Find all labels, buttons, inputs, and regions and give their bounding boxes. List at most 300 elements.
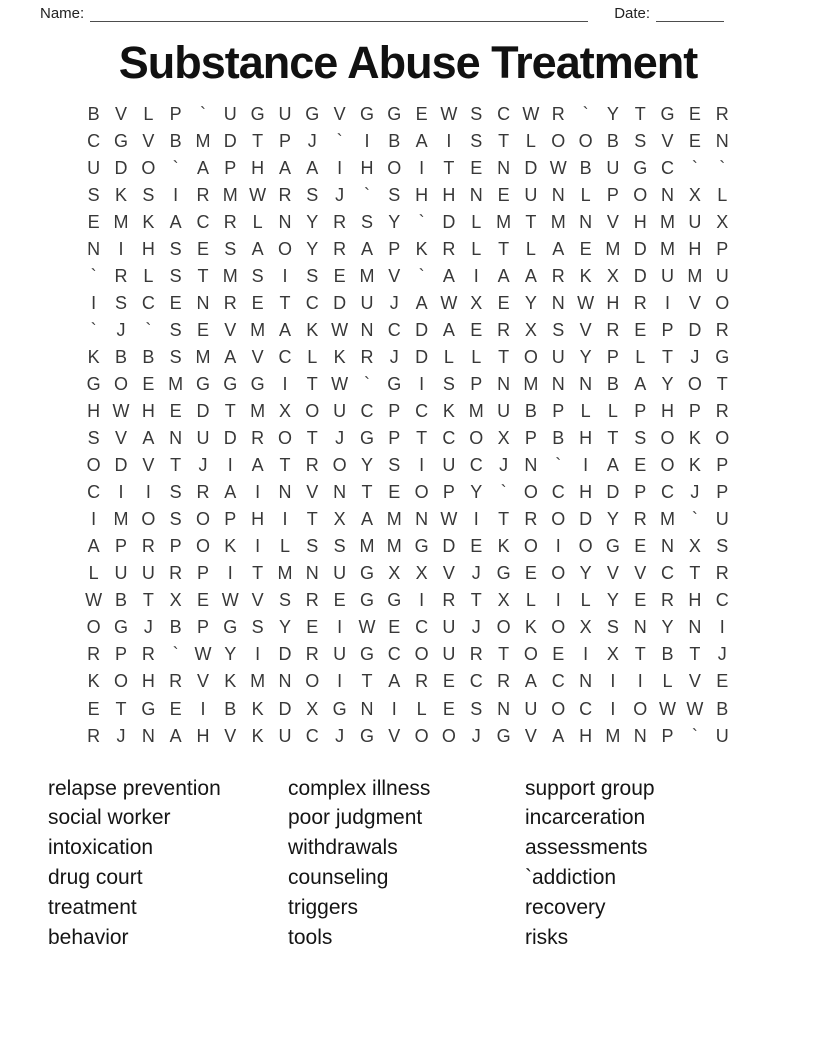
grid-letter: D bbox=[223, 428, 237, 449]
grid-letter: N bbox=[169, 428, 183, 449]
grid-letter: T bbox=[443, 157, 455, 178]
grid-letter: E bbox=[634, 455, 647, 476]
grid-letter: R bbox=[333, 238, 347, 259]
grid-letter: R bbox=[551, 103, 565, 124]
date-label: Date: bbox=[614, 5, 651, 22]
grid-letter: E bbox=[306, 617, 319, 638]
grid-letter: O bbox=[715, 428, 730, 449]
grid-letter: E bbox=[497, 292, 510, 313]
grid-letter: A bbox=[442, 319, 455, 340]
grid-letter: K bbox=[497, 536, 510, 557]
grid-letter: D bbox=[633, 265, 647, 286]
grid-letter: N bbox=[633, 617, 647, 638]
grid-letter: ` bbox=[336, 130, 343, 151]
grid-letter: X bbox=[306, 698, 319, 719]
grid-letter: C bbox=[415, 617, 429, 638]
grid-letter: O bbox=[578, 130, 593, 151]
grid-letter: R bbox=[196, 482, 210, 503]
grid-letter: E bbox=[688, 130, 701, 151]
grid-letter: R bbox=[223, 292, 237, 313]
grid-letter: S bbox=[306, 184, 319, 205]
grid-letter: N bbox=[87, 238, 101, 259]
grid-letter: W bbox=[440, 509, 458, 530]
grid-letter: O bbox=[551, 509, 566, 530]
grid-letter: R bbox=[715, 563, 729, 584]
grid-letter: O bbox=[496, 617, 511, 638]
grid-letter: H bbox=[579, 482, 593, 503]
word-item: assessments bbox=[525, 836, 648, 860]
grid-letter: X bbox=[415, 563, 428, 584]
grid-letter: I bbox=[337, 617, 343, 638]
grid-letter: C bbox=[442, 428, 456, 449]
grid-letter: E bbox=[415, 103, 428, 124]
grid-letter: X bbox=[688, 184, 701, 205]
grid-letter: H bbox=[196, 725, 210, 746]
grid-letter: X bbox=[579, 617, 592, 638]
grid-letter: O bbox=[332, 455, 347, 476]
grid-letter: K bbox=[306, 319, 319, 340]
word-item: tools bbox=[288, 925, 333, 949]
grid-letter: W bbox=[358, 617, 376, 638]
grid-letter: C bbox=[196, 211, 210, 232]
grid-letter: G bbox=[359, 644, 374, 665]
grid-letter: W bbox=[331, 373, 349, 394]
grid-letter: V bbox=[688, 292, 701, 313]
grid-letter: L bbox=[635, 346, 646, 367]
grid-letter: T bbox=[361, 671, 373, 692]
grid-letter: ` bbox=[172, 644, 179, 665]
grid-letter: A bbox=[251, 238, 264, 259]
grid-letter: ` bbox=[363, 184, 370, 205]
grid-letter: E bbox=[169, 401, 182, 422]
grid-letter: T bbox=[662, 346, 674, 367]
grid-letter: B bbox=[114, 590, 127, 611]
grid-letter: R bbox=[114, 265, 128, 286]
grid-letter: T bbox=[634, 644, 646, 665]
grid-letter: C bbox=[305, 292, 319, 313]
grid-letter: W bbox=[112, 401, 130, 422]
grid-letter: X bbox=[497, 428, 510, 449]
grid-letter: N bbox=[360, 319, 374, 340]
grid-letter: X bbox=[688, 536, 701, 557]
grid-letter: P bbox=[388, 401, 401, 422]
grid-letter: E bbox=[169, 698, 182, 719]
grid-letter: M bbox=[222, 265, 238, 286]
grid-letter: H bbox=[579, 725, 593, 746]
grid-letter: K bbox=[114, 184, 127, 205]
grid-letter: O bbox=[551, 130, 566, 151]
grid-letter: J bbox=[335, 428, 345, 449]
grid-letter: A bbox=[169, 725, 182, 746]
grid-letter: L bbox=[416, 698, 427, 719]
grid-letter: O bbox=[633, 184, 648, 205]
grid-letter: U bbox=[524, 184, 538, 205]
grid-letter: U bbox=[223, 103, 237, 124]
grid-letter: V bbox=[114, 428, 127, 449]
grid-letter: T bbox=[498, 238, 510, 259]
grid-letter: S bbox=[142, 184, 155, 205]
grid-letter: N bbox=[579, 211, 593, 232]
grid-letter: J bbox=[690, 482, 700, 503]
grid-letter: D bbox=[223, 130, 237, 151]
grid-letter: A bbox=[278, 157, 291, 178]
grid-letter: P bbox=[661, 319, 674, 340]
grid-letter: L bbox=[662, 671, 673, 692]
grid-letter: E bbox=[196, 319, 209, 340]
grid-letter: O bbox=[305, 671, 320, 692]
grid-letter: M bbox=[523, 373, 539, 394]
grid-letter: S bbox=[360, 211, 373, 232]
puzzle-grid bbox=[80, 101, 736, 750]
grid-letter: R bbox=[497, 319, 511, 340]
grid-letter: A bbox=[306, 157, 319, 178]
grid-letter: I bbox=[555, 536, 561, 557]
grid-letter: X bbox=[497, 590, 510, 611]
grid-letter: G bbox=[605, 536, 620, 557]
page-title: Substance Abuse Treatment bbox=[118, 37, 698, 88]
grid-letter: R bbox=[223, 211, 237, 232]
grid-letter: J bbox=[116, 725, 126, 746]
grid-letter: E bbox=[634, 590, 647, 611]
grid-letter: M bbox=[605, 725, 621, 746]
grid-letter: B bbox=[716, 698, 729, 719]
grid-letter: P bbox=[634, 482, 647, 503]
grid-letter: N bbox=[360, 698, 374, 719]
grid-letter: I bbox=[337, 157, 343, 178]
grid-letter: E bbox=[169, 292, 182, 313]
grid-letter: S bbox=[224, 238, 237, 259]
grid-letter: M bbox=[359, 265, 375, 286]
grid-letter: T bbox=[252, 563, 264, 584]
grid-letter: J bbox=[389, 292, 399, 313]
grid-letter: I bbox=[419, 455, 425, 476]
grid-letter: L bbox=[252, 211, 263, 232]
grid-letter: I bbox=[91, 292, 97, 313]
grid-letter: X bbox=[716, 211, 729, 232]
grid-letter: P bbox=[196, 617, 209, 638]
grid-letter: T bbox=[416, 428, 428, 449]
grid-letter: K bbox=[224, 671, 237, 692]
word-item: intoxication bbox=[48, 836, 154, 860]
grid-letter: N bbox=[305, 563, 319, 584]
grid-letter: E bbox=[196, 590, 209, 611]
grid-letter: I bbox=[255, 482, 261, 503]
grid-letter: C bbox=[305, 725, 319, 746]
grid-letter: G bbox=[250, 103, 265, 124]
grid-letter: P bbox=[716, 455, 729, 476]
grid-letter: G bbox=[387, 590, 402, 611]
grid-letter: I bbox=[610, 671, 616, 692]
grid-letter: H bbox=[579, 428, 593, 449]
word-item: poor judgment bbox=[288, 806, 423, 830]
grid-letter: O bbox=[86, 455, 101, 476]
grid-letter: M bbox=[386, 536, 402, 557]
grid-letter: A bbox=[606, 455, 619, 476]
grid-letter: U bbox=[278, 103, 292, 124]
grid-letter: J bbox=[717, 644, 727, 665]
grid-letter: C bbox=[87, 482, 101, 503]
grid-letter: O bbox=[715, 292, 730, 313]
grid-letter: S bbox=[114, 292, 127, 313]
grid-letter: W bbox=[249, 184, 267, 205]
grid-letter: G bbox=[633, 157, 648, 178]
grid-letter: E bbox=[470, 536, 483, 557]
word-item: recovery bbox=[525, 895, 606, 919]
grid-letter: L bbox=[525, 238, 536, 259]
grid-letter: V bbox=[142, 130, 155, 151]
grid-letter: D bbox=[442, 536, 456, 557]
grid-letter: W bbox=[331, 319, 349, 340]
word-item: counseling bbox=[288, 866, 389, 890]
grid-letter: A bbox=[497, 265, 510, 286]
grid-letter: N bbox=[633, 725, 647, 746]
grid-letter: I bbox=[227, 455, 233, 476]
grid-letter: I bbox=[610, 698, 616, 719]
grid-letter: C bbox=[360, 401, 374, 422]
grid-letter: T bbox=[634, 103, 646, 124]
grid-letter: G bbox=[496, 563, 511, 584]
date-blank-line bbox=[656, 7, 724, 22]
word-item: support group bbox=[525, 776, 655, 800]
grid-letter: R bbox=[141, 644, 155, 665]
grid-letter: P bbox=[716, 238, 729, 259]
grid-letter: V bbox=[388, 265, 401, 286]
grid-letter: S bbox=[169, 482, 182, 503]
grid-letter: J bbox=[143, 617, 153, 638]
grid-letter: K bbox=[524, 617, 537, 638]
grid-letter: H bbox=[688, 590, 702, 611]
grid-letter: T bbox=[689, 563, 701, 584]
grid-letter: U bbox=[606, 157, 620, 178]
grid-letter: I bbox=[255, 536, 261, 557]
grid-letter: X bbox=[524, 319, 537, 340]
grid-letter: H bbox=[633, 211, 647, 232]
grid-letter: E bbox=[470, 319, 483, 340]
grid-letter: P bbox=[606, 184, 619, 205]
grid-letter: L bbox=[580, 184, 591, 205]
grid-letter: H bbox=[688, 238, 702, 259]
grid-letter: J bbox=[499, 455, 509, 476]
grid-letter: W bbox=[194, 644, 212, 665]
grid-letter: O bbox=[551, 617, 566, 638]
grid-letter: G bbox=[113, 617, 128, 638]
grid-letter: P bbox=[196, 563, 209, 584]
grid-letter: K bbox=[224, 536, 237, 557]
grid-letter: N bbox=[579, 373, 593, 394]
grid-letter: W bbox=[440, 103, 458, 124]
grid-letter: M bbox=[250, 401, 266, 422]
grid-letter: V bbox=[224, 725, 237, 746]
grid-letter: O bbox=[687, 373, 702, 394]
grid-letter: J bbox=[471, 563, 481, 584]
grid-letter: M bbox=[605, 238, 621, 259]
word-column bbox=[48, 774, 288, 953]
grid-letter: G bbox=[359, 725, 374, 746]
grid-letter: V bbox=[606, 563, 619, 584]
grid-letter: C bbox=[469, 455, 483, 476]
grid-letter: G bbox=[250, 373, 265, 394]
grid-letter: P bbox=[169, 103, 182, 124]
grid-letter: G bbox=[359, 590, 374, 611]
grid-letter: J bbox=[335, 184, 345, 205]
grid-letter: I bbox=[364, 130, 370, 151]
grid-letter: N bbox=[469, 184, 483, 205]
grid-letter: G bbox=[359, 428, 374, 449]
grid-letter: K bbox=[415, 238, 428, 259]
grid-letter: H bbox=[141, 671, 155, 692]
grid-letter: R bbox=[442, 238, 456, 259]
grid-letter: S bbox=[606, 617, 619, 638]
grid-letter: R bbox=[169, 671, 183, 692]
grid-letter: W bbox=[686, 698, 704, 719]
grid-letter: T bbox=[252, 130, 264, 151]
grid-letter: M bbox=[468, 401, 484, 422]
grid-letter: D bbox=[114, 455, 128, 476]
grid-letter: Y bbox=[579, 563, 592, 584]
grid-letter: V bbox=[114, 103, 127, 124]
grid-letter: U bbox=[333, 563, 347, 584]
grid-letter: I bbox=[227, 563, 233, 584]
word-item: treatment bbox=[48, 895, 137, 919]
grid-letter: K bbox=[251, 698, 264, 719]
grid-letter: D bbox=[579, 509, 593, 530]
grid-letter: J bbox=[116, 319, 126, 340]
grid-letter: R bbox=[661, 590, 675, 611]
grid-letter: X bbox=[169, 590, 182, 611]
grid-letter: O bbox=[277, 428, 292, 449]
grid-letter: O bbox=[523, 536, 538, 557]
grid-letter: N bbox=[333, 482, 347, 503]
grid-letter: I bbox=[446, 130, 452, 151]
grid-letter: O bbox=[551, 563, 566, 584]
grid-letter: W bbox=[440, 292, 458, 313]
grid-letter: I bbox=[91, 509, 97, 530]
grid-letter: R bbox=[606, 319, 620, 340]
grid-letter: ` bbox=[145, 319, 152, 340]
grid-letter: T bbox=[498, 346, 510, 367]
grid-letter: V bbox=[196, 671, 209, 692]
grid-letter: E bbox=[442, 671, 455, 692]
grid-letter: Y bbox=[388, 211, 401, 232]
grid-letter: U bbox=[442, 644, 456, 665]
grid-letter: O bbox=[523, 346, 538, 367]
grid-letter: T bbox=[607, 428, 619, 449]
grid-letter: L bbox=[279, 536, 290, 557]
grid-letter: T bbox=[689, 644, 701, 665]
grid-letter: V bbox=[306, 482, 319, 503]
grid-letter: Y bbox=[306, 238, 319, 259]
grid-letter: C bbox=[415, 401, 429, 422]
grid-letter: D bbox=[278, 644, 292, 665]
grid-letter: B bbox=[169, 130, 182, 151]
grid-letter: K bbox=[142, 211, 155, 232]
grid-letter: S bbox=[87, 184, 100, 205]
grid-letter: U bbox=[333, 644, 347, 665]
grid-letter: ` bbox=[172, 157, 179, 178]
grid-letter: P bbox=[114, 644, 127, 665]
grid-letter: J bbox=[198, 455, 208, 476]
grid-letter: C bbox=[579, 698, 593, 719]
grid-letter: S bbox=[251, 617, 264, 638]
grid-letter: X bbox=[333, 509, 346, 530]
grid-letter: T bbox=[224, 401, 236, 422]
grid-letter: H bbox=[251, 157, 265, 178]
grid-letter: A bbox=[524, 671, 537, 692]
grid-letter: Y bbox=[360, 455, 373, 476]
grid-letter: S bbox=[169, 346, 182, 367]
grid-letter: N bbox=[688, 617, 702, 638]
grid-letter: K bbox=[333, 346, 346, 367]
grid-letter: M bbox=[168, 373, 184, 394]
grid-letter: Y bbox=[278, 617, 291, 638]
grid-letter: S bbox=[470, 103, 483, 124]
grid-letter: K bbox=[688, 428, 701, 449]
grid-letter: E bbox=[196, 238, 209, 259]
grid-letter: X bbox=[470, 292, 483, 313]
grid-letter: L bbox=[717, 184, 728, 205]
grid-letter: S bbox=[87, 428, 100, 449]
grid-letter: N bbox=[196, 292, 210, 313]
grid-letter: P bbox=[688, 401, 701, 422]
grid-letter: T bbox=[279, 292, 291, 313]
grid-letter: B bbox=[552, 428, 565, 449]
grid-letter: H bbox=[87, 401, 101, 422]
grid-letter: A bbox=[415, 130, 428, 151]
grid-letter: A bbox=[278, 319, 291, 340]
grid-letter: B bbox=[142, 346, 155, 367]
grid-letter: C bbox=[715, 590, 729, 611]
grid-letter: K bbox=[87, 671, 100, 692]
grid-letter: P bbox=[278, 130, 291, 151]
grid-letter: O bbox=[551, 698, 566, 719]
grid-letter: H bbox=[141, 238, 155, 259]
grid-letter: I bbox=[419, 373, 425, 394]
grid-letter: A bbox=[552, 725, 565, 746]
word-item: triggers bbox=[288, 895, 359, 919]
grid-letter: ` bbox=[691, 157, 698, 178]
grid-letter: A bbox=[442, 265, 455, 286]
grid-letter: S bbox=[552, 319, 565, 340]
grid-letter: B bbox=[169, 617, 182, 638]
grid-letter: U bbox=[524, 698, 538, 719]
grid-letter: Y bbox=[306, 211, 319, 232]
word-item: behavior bbox=[48, 925, 129, 949]
grid-letter: E bbox=[87, 211, 100, 232]
grid-letter: H bbox=[415, 184, 429, 205]
grid-letter: R bbox=[87, 644, 101, 665]
grid-letter: A bbox=[552, 238, 565, 259]
grid-letter: I bbox=[282, 265, 288, 286]
grid-letter: V bbox=[251, 590, 264, 611]
grid-letter: P bbox=[442, 482, 455, 503]
grid-letter: ` bbox=[90, 319, 97, 340]
grid-letter: E bbox=[251, 292, 264, 313]
grid-letter: O bbox=[141, 157, 156, 178]
grid-letter: L bbox=[143, 103, 154, 124]
grid-letter: M bbox=[496, 211, 512, 232]
grid-letter: V bbox=[661, 130, 674, 151]
grid-letter: P bbox=[388, 428, 401, 449]
grid-letter: M bbox=[386, 509, 402, 530]
grid-letter: ` bbox=[500, 482, 507, 503]
grid-letter: M bbox=[687, 265, 703, 286]
grid-letter: J bbox=[690, 346, 700, 367]
grid-letter: M bbox=[660, 211, 676, 232]
grid-letter: O bbox=[523, 644, 538, 665]
grid-letter: B bbox=[524, 401, 537, 422]
grid-letter: Y bbox=[606, 590, 619, 611]
grid-letter: G bbox=[496, 725, 511, 746]
